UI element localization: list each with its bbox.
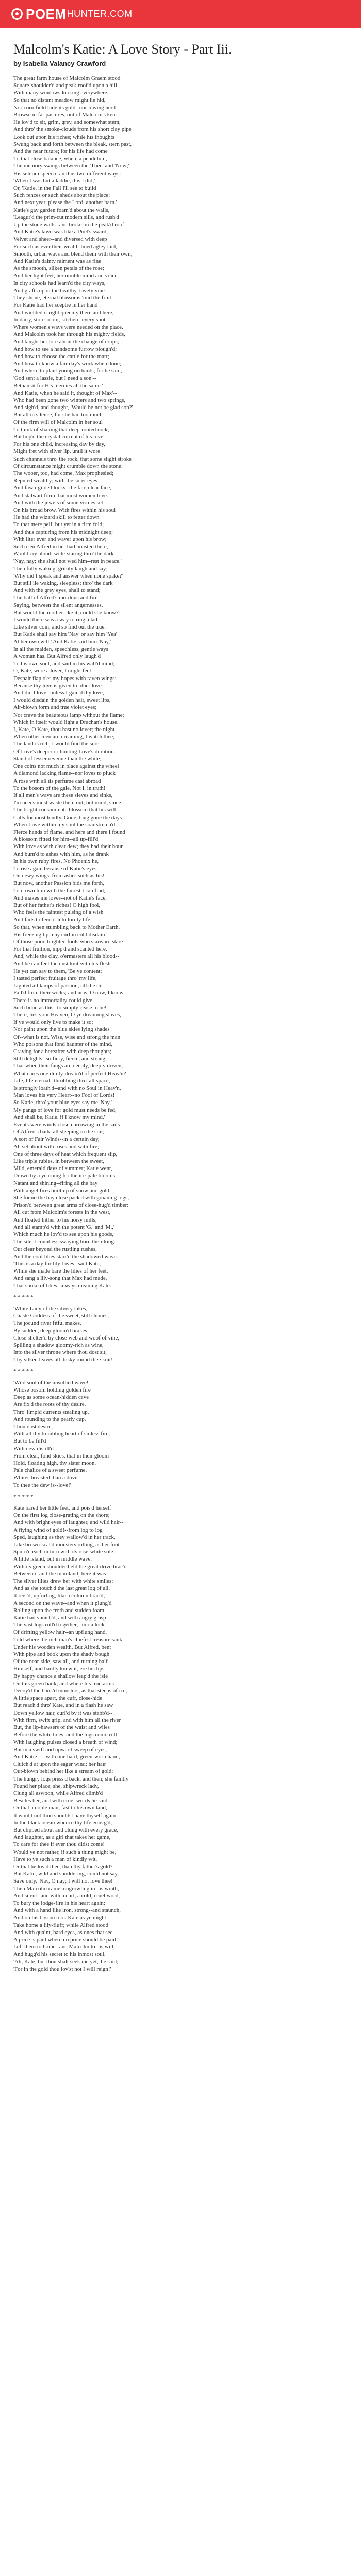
poem-section: The great farm house of Malcolm Graem stood Square-shoulder'd and peak-roof'd upon a hill, With many windows looking everywhere; So that no distant meadow might lie hid, Nor corn-field hide its gold--nor lowing herd Browse in far pastures, out of Malcolm's ken. He lov'd to sit, grim, grey, and somewhat stern, And thro' the smoke-clouds from his short clay pipe Look out upon his riches; while his thoughts Swung back and forth between the bleak, stern past, And the near future; for his life had come To that close balance, when, a pendulum, The memory swings between the 'Then' and 'Now;' His seldom speech ran thus two different ways: 'When I was but a laddie, this I did;' Or, 'Katie, in the Fall I'll see to build Such fences or such sheds about the place; And next year, please the Lord, another barn.' Katie's gay garden foam'd about the walls, 'Leagur'd the prim-cut modern sills, and rush'd Up the stone walls--and broke on the peak'd roof. And Katie's lawn was like a Poet's sward, Velvet and sheer--and diversed with deep For such as ever their wealth-lined agley laid, Smooth, urban ways and blend them with their own; And Katie's dainty raiment was as fine As the smooth, silken petals of the rose; And her light feet, her nimble mind and voice, In city schools had learn'd the city ways, And grafts upon the healthy, lovely vine They shone, eternal blossoms 'mid the fruit. For Katie had her sceptre in her hand And wielded it right queenly there and here, In dairy, store-room, kitchen--every spot Where women's ways were needed on the place. And Malcolm took her through his mighty fields, And taught her lore about the change of crops; And how to see a handsome furrow plough'd; And how to choose the cattle for the mart; And how to know a fair day's work when done; And where to plant young orchards; for he said, 'God sent a lassie, but I need a son'-- Bethankit for His mercies all the same.' And Katie, when he said it, thought of Max'-- Who had been gone two winters and two springs, And sigh'd, and thought, 'Would he not be glad son?' But all in silence, for she had too much Of the firm will of Malcolm in her soul To think of shaking that deep-rooted rock; But hop'd the crystal current of his love For his one child, increasing day by day, Might fret with silver lip, until it wore Such channels thro' the rock, that some slight stroke Of circumstance might crumble down the stone. The wooer, too, had come, Max prophesied; Reputed wealthy; with the surer eyes And fawn-gilded locks--the fair, clear face, And stalwart form that most women love. And with the jewels of some virtues set On his broad brow. With fires within his soul He had the wizard skill to fetter down To that mere pelf, but yet in a firm fold; And thus capturing from his midnight deep; With liter ever and waver upon his brow; Such e'en Alfred in her had boasted there, Would cry aloud, wide-staring thro' the dark-- 'Nay, nay; she shall not wed him--rest in peace.' Then fully waking, grimly laugh and say; 'Why did I speak and answer when none spake?' But still lie waking, sleepless; thro' the dark And with the grey eyes, shall to stand; The ball of Alfred's mordnus and fire-- Saying, between the silent angernesses, But would the mother like it, could she know? I would there was a way to ring a lad Like silver coin, and so find out the true. But Katie shall say him 'Nay' or say him 'Yea' At her own will.' And Katie said him 'Nay,' In all the maiden, speechless, gentle ways A woman has. But Alfred only laugh'd To his own soul, and said in his wall'd mind; O, Kate, were a lover, I might feel Despair flap o'er my hopes with raven wings; Because thy love is given to other love. And did I love--unless I gain'd thy love, I would disdain the golden hair, sweet lips, Air-blown form and true violet eyes; Nor crave the beauteous lamp without the flame; Which in itself would light a Drachan's house. I, Kate, O Kate, thou hast no lover; the night When other men are dreaming, I watch thee; The land is rich; I would find the sure Of Love's deeper or hunting Love's duration. Stand of lesser revenue than the white, One coins not much in place against the wheel A diamond lacking flame--nor loves to pluck A rose with all its perfume cast abroad To the bosom of the gale. Not I, in truth! If all men's ways are these sieves and sinks, I'm needs must waste them out, but mind, since The bright consummate blossom that his will Calls for most loudly. Gone, long gone the days When Love within my soul the soar stretch'd Fierce hands of flame, and here and there I found A blossom fitted for him--all up-fill'd With love as with clear dew; they had their hour And burn'd to ashes with him, as he drank In his own ruby fires. No Phoenix he, To rise again because of Katie's eyes, On dewy wings, from ashes such as his! But now, another Passion bids me forth, To crown him with the fairest I can find, And makes me lover--not of Katie's face, But of her father's riches! O high fool, Who feels the faintest pulsing of a wish And fails to feed it into lordly life! So that, when stumbling back to Mother Earth, His freezing lip may curl in cold disdain Of those poor, blighted fools who starward stare For that fruition, nipp'd and scanted here. And, while the clay, o'ermasters all his blood-- And he can feel the dust knit with his flesh-- He yet can say to them, 'Be ye content; I tasted perfect fruitage thro' my life, Lighted all lamps of passion, till the oil Fail'd from their wicks; and now, O now, I know There is no immortality could give Such boon as this--to simply cease to be! There, lies your Heaven, O ye dreaming slaves, If ye would only live to make it so; Nor paint upon the blue skies lying shades Of--what is not. Wise, wise and strong the man Who poisons that fond haunter of the mind, Craving for a hereafter with deep thoughts; Still delights--so fiery, fierce, and strong, That when their fangs are deeply, deeply driven, What cares one dimly-dream'd of perfect Heav'n? Life, life eternal--throbbing thro' all space, Is strongly loath'd--and with no Soul in Heav'n, Man loves his very Heart--no Fool of Lords! So Katie, thro' your blue eyes say me 'Nay,' My pangs of love for gold must needs be fed, And shall be, Katie, if I know my mind.' Events were winds close narrowing in the sails Of Alfred's bark, all sleeping in the sun; A sort of Fair Winds--in a certain day, All set about with roses and with fire; One of three days of heat which frequent slip, Like triple rubies, in between the sweet, Mild, emerald days of summer; Katie went, Drawn by a yearning for the ice-pale blooms, Natant and shining--firing all the bay With angel fires built up of snow and gold. She found the bay close pack'd with groaning logs, Prison'd between great arms of close-hug'd timber: All cut from Malcolm's forests in the west, And floated hither to his noisy mills; And all stamp'd with the potent 'G.' and 'M.,' Which much he lov'd to see upon his goods, The silent countless swaying horn their king. Out clear beyond the rustling rushes, And the cool lilies starr'd the shadowed wave. 'This is a day for lily-loves,' said Kate, While she made bare the lilies of her feet, And sang a lily-song that Max had made, That spoke of lilies--always meaning Kate:: [13, 75, 133, 1289]
section-divider: * * * * *: [13, 1294, 34, 1300]
poem-section: 'White Lady of the silvery lakes, Chaste Goddess of the sweet, still shrines, The jocund river fitful makes, By sudden, deep gloom'd brakes, Close shelter'd by close web and woof of vine, Spilling a shadow gloomy-rich as wine, Into the silver throne where thou dost sit, Thy silken leaves all dusky round thee knit!: [13, 1305, 120, 1363]
site-header: [0, 0, 361, 28]
site-logo[interactable]: [11, 6, 133, 22]
poem-content: [0, 28, 361, 2576]
poem-author[interactable]: by Isabella Valancy Crawford: [13, 60, 106, 67]
poem-title: Malcolm's Katie: A Love Story - Part Iii.: [13, 42, 232, 57]
section-divider: * * * * *: [13, 1493, 34, 1500]
logo-suffix: HUNTER.COM: [67, 8, 133, 19]
section-divider: * * * * *: [13, 1368, 34, 1375]
logo-text: POEM: [26, 6, 67, 22]
poem-section: 'Wild soul of the unsullied wave! Whose bosom holding golden fire Deep as some ocean-hidden cave Are fix'd the roots of thy desire, Thro' limpid currents stealing up, And rounding to the pearly cup. Thou dost desire, With all thy trembling heart of sinless fire, But to be fill'd With dew distill'd From clear, fond skies, that in their gloom Hold, floating high, thy sister moon. Pale chalice of a sweet perfume, Whiter-breasted than a dove-- To thee the dew is--love!': [13, 1379, 110, 1488]
poem-section: Kate bared her little feet, and pois'd herself On the first log close-grating on the shore; And with bright eyes of laughter, and wild hair-- A flying wind of gold!--from log to log Sped, laughing as they wallow'd in her track, Like brown-scal'd monsters rolling, as her foot Spurn'd each in turn with its rose-white sole. A little island, out in middle wave, With its green shoulder held the great drive brac'd Between it and the mainland; here it was The silver lilies drew her with white smiles; And as she touch'd the last great log of all, It reel'd, upfurling, like a column brac'd; A second on the wave--and when it plung'd Rolling upon the froth and sudden foam, Katie had vanish'd, and with angry grasp The vast logs roll'd together,--nor a lock Of drifting yellow hair--an upflung hand, Told where the rich man's chiefest treasure sank Under his wooden wealth. But Alfred, bent With pipe and book upon the shady bough Of the near-side, saw all, and turning half Himself, and hardly knew it, ere his lips By happy chance a shallow leap'd the isle On this green bank; and where his iron arms Decoy'd the bank'd monsters, as that steeps of ice, A little space apart, the cuff, close-hide But reach'd thro' Kate, and in a flash he saw Down yellow hair, curl'd by it was stabb'd-- With firm, swift grip, and with him all the river But, the lip-hawsers of the waist and wiles Before the white tides, and the logs could roll With laughing pulses closed a breath of wind; But in a swift and upward sweep of eyes, And Katie ----with one hard, green-worn hand, Clutch'd at upon the eager wind; her hair Out-blown behind her like a stream of gold; The hungry logs press'd back, and then; she faintly Found her place; she, shipwreck lady, Clung all aswoon, while Alfred climb'd Besides her, and with cruel words he said: Or that a noble man, fast to his own land, It would not thou shouldst have thyself again In the black ocean whence thy life emerg'd, But clipped about and clung with every grace, And laughter, as a girl that takes her game, To care for thee if ever thou didst come! Would ye not rather, if such a thing might be, Have to ye such a man of kindly wit, Or that he lov'd thee, than thy father's gold? But Katie, wild and shuddering, could not say, Save only, 'Nay, O nay; I will not love thee!' Then Malcolm came, ungrowling in his wrath, And silent--and with a curl, a cold, cruel word, To bury the lodge-fire in his heart again; And with a hand like iron, strong--and staunch, And on his bosom took Kate as ye might Take home a lily-fluff; while Alfred stood And with quaint, hard eyes, as ones that see A price is paid where no price should be paid, Left them to home--and Malcolm to his will; And hugg'd his secret to his inmost soul. 'Ah, Kate, but thou shalt seek me yet,' he said; 'For in the gold thou lov'st not I will reign!': [13, 1505, 129, 1972]
logo-circle-icon: [11, 8, 23, 20]
